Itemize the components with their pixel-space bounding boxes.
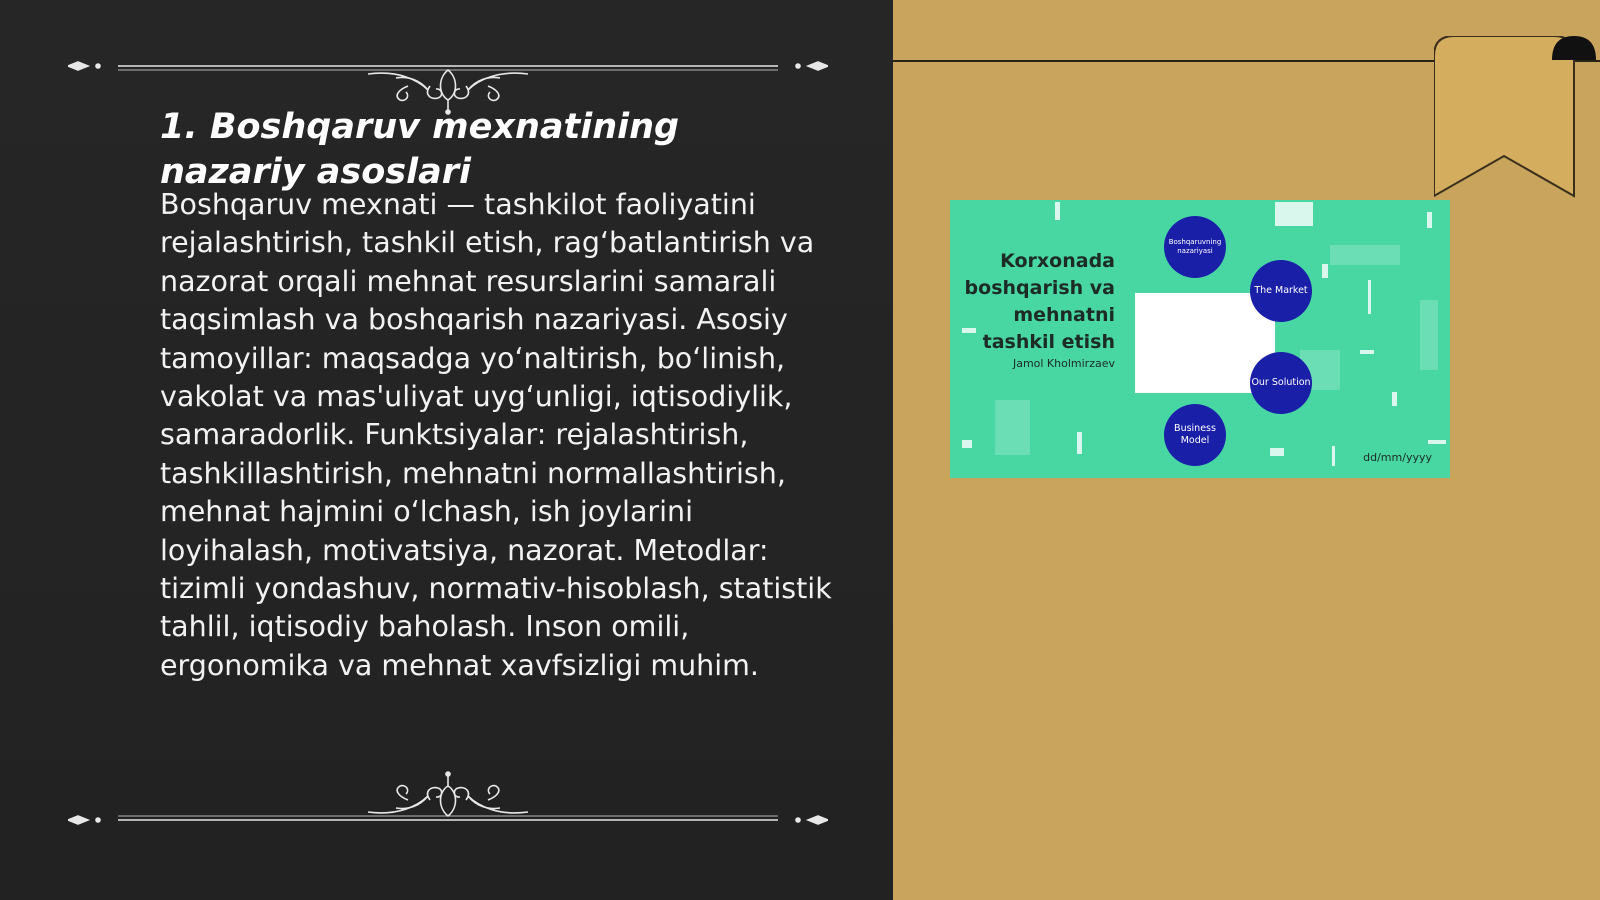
slide-title: 1. Boshqaruv mexnatining nazariy asoslari [160,107,680,192]
decor-rect [1420,300,1438,370]
decor-rect [1330,245,1400,265]
thumbnail-title: Korxonada boshqarish va mehnatni tashkil etish [964,250,1115,353]
decor-rect [1055,202,1060,220]
decor-rect [1392,392,1397,406]
decor-rect [962,440,972,448]
presentation-thumbnail[interactable] [950,200,1450,478]
decor-rect [1077,432,1082,454]
decor-rect [1270,448,1284,456]
thumbnail-date: dd/mm/yyyy [1363,451,1432,464]
decor-rect [1275,202,1313,226]
decor-rect [1428,440,1446,444]
circle-solution: Our Solution [1250,352,1312,414]
decor-rect [1332,446,1335,466]
decor-rect [1368,280,1371,314]
decor-rect [1322,264,1328,278]
circle-boshqaruv: Boshqaruvning nazariyasi [1164,216,1226,278]
decor-rect [1360,350,1374,354]
circle-business-model: Business Model [1164,404,1226,466]
circle-market: The Market [1250,260,1312,322]
ornamental-divider-bottom-icon [68,770,828,830]
thumbnail-author: Jamol Kholmirzaev [1012,357,1115,370]
decor-rect [995,400,1030,455]
slide-body-text: Boshqaruv mexnati — tashkilot faoliyatini rejalashtirish, tashkil etish, rag‘batlantirish va nazorat orqali mehnat resurslarini samarali taqsimlash va boshqarish nazariyasi. Asosiy tamoyillar: maqsadga yo‘naltirish, bo‘linish, vakolat va mas'uliyat uyg‘unligi, iqtisodiylik, samaradorlik. Funktsiyalar: rejalashtirish, tashkillashtirish, mehnatni normallashtirish, mehnat hajmini o‘lchash, ish joylarini loyihalash, motivatsiya, nazorat. Metodlar: tizimli yondashuv, normativ-hisoblash, statistik tahlil, iqtisodiy baholash. Inson omili, ergonomika va mehnat xavfsizligi muhim. [160,188,832,682]
bookmark-ribbon-icon [1434,36,1600,204]
decor-rect [1427,212,1432,228]
